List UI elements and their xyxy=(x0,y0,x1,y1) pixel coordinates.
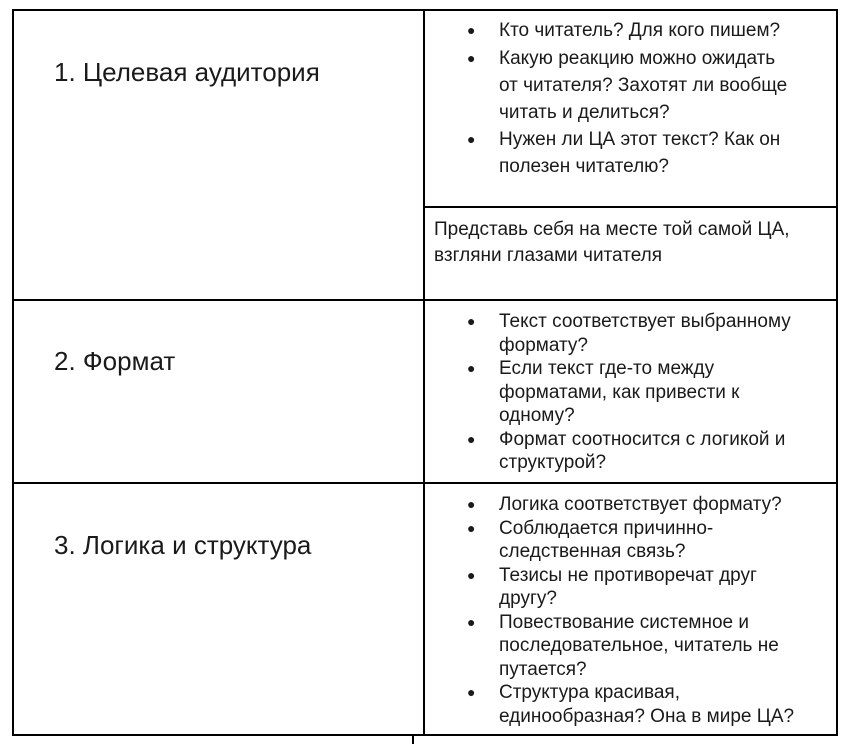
list-item xyxy=(467,428,797,475)
section-title-cell xyxy=(14,11,423,299)
section-title: 1. Целевая аудитория xyxy=(54,57,320,87)
list-item xyxy=(467,681,797,728)
bullet-icon: ● xyxy=(467,496,476,512)
bullet-icon: ● xyxy=(467,360,476,376)
section-title-cell xyxy=(14,301,423,482)
question-text: Нужен ли ЦА этот текст? Как он полезен читателю? xyxy=(499,128,781,177)
questions-list xyxy=(467,310,797,475)
list-item xyxy=(467,126,797,180)
bullet-icon: ● xyxy=(467,519,476,536)
bullet-icon: ● xyxy=(467,613,476,630)
question-text: Формат соотносится с логикой и структурой? xyxy=(499,428,786,473)
list-item xyxy=(467,310,797,357)
questions-cell xyxy=(425,11,836,206)
questions-cell xyxy=(425,301,836,482)
table-continuation-mark xyxy=(412,736,414,744)
question-text: Текст соответствует выбранному формату? xyxy=(499,311,791,356)
questions-list xyxy=(467,493,797,728)
question-text: Какую реакцию можно ожидать от читателя? Захотят ли вообще читать и делиться? xyxy=(499,47,788,123)
list-item xyxy=(467,19,797,43)
table-border-bottom xyxy=(12,734,838,736)
question-text: Повествование системное и последовательное, читатель не путается? xyxy=(499,611,779,680)
question-text: Соблюдается причинно-следственная связь? xyxy=(499,517,714,562)
list-item xyxy=(467,493,797,517)
question-text: Структура красивая, единообразная? Она в мире ЦА? xyxy=(499,682,795,727)
bullet-icon: ● xyxy=(467,49,476,66)
list-item xyxy=(467,45,797,126)
section-title: 2. Формат xyxy=(54,346,176,376)
question-text: Логика соответствует формату? xyxy=(499,494,782,515)
question-text: Кто читатель? Для кого пишем? xyxy=(499,20,781,41)
note-cell xyxy=(425,208,836,299)
questions-list xyxy=(467,19,797,180)
list-item xyxy=(467,564,797,611)
checklist-table xyxy=(12,9,838,736)
bullet-icon: ● xyxy=(467,130,476,147)
question-text: Если текст где-то между форматами, как привести к одному? xyxy=(499,358,740,426)
section-title: 3. Логика и структура xyxy=(54,530,312,560)
section-title-cell xyxy=(14,484,423,734)
questions-cell xyxy=(425,484,836,734)
bullet-icon: ● xyxy=(467,684,476,700)
table-border-right xyxy=(836,9,838,736)
bullet-icon: ● xyxy=(467,22,476,38)
list-item xyxy=(467,357,797,428)
tip-text: Представь себя на месте той самой ЦА, взгляни глазами читателя xyxy=(434,219,790,266)
bullet-icon: ● xyxy=(467,566,476,583)
list-item xyxy=(467,517,797,564)
bullet-icon: ● xyxy=(467,430,476,447)
bullet-icon: ● xyxy=(467,313,476,329)
question-text: Тезисы не противоречат друг другу? xyxy=(499,564,757,609)
list-item xyxy=(467,611,797,682)
